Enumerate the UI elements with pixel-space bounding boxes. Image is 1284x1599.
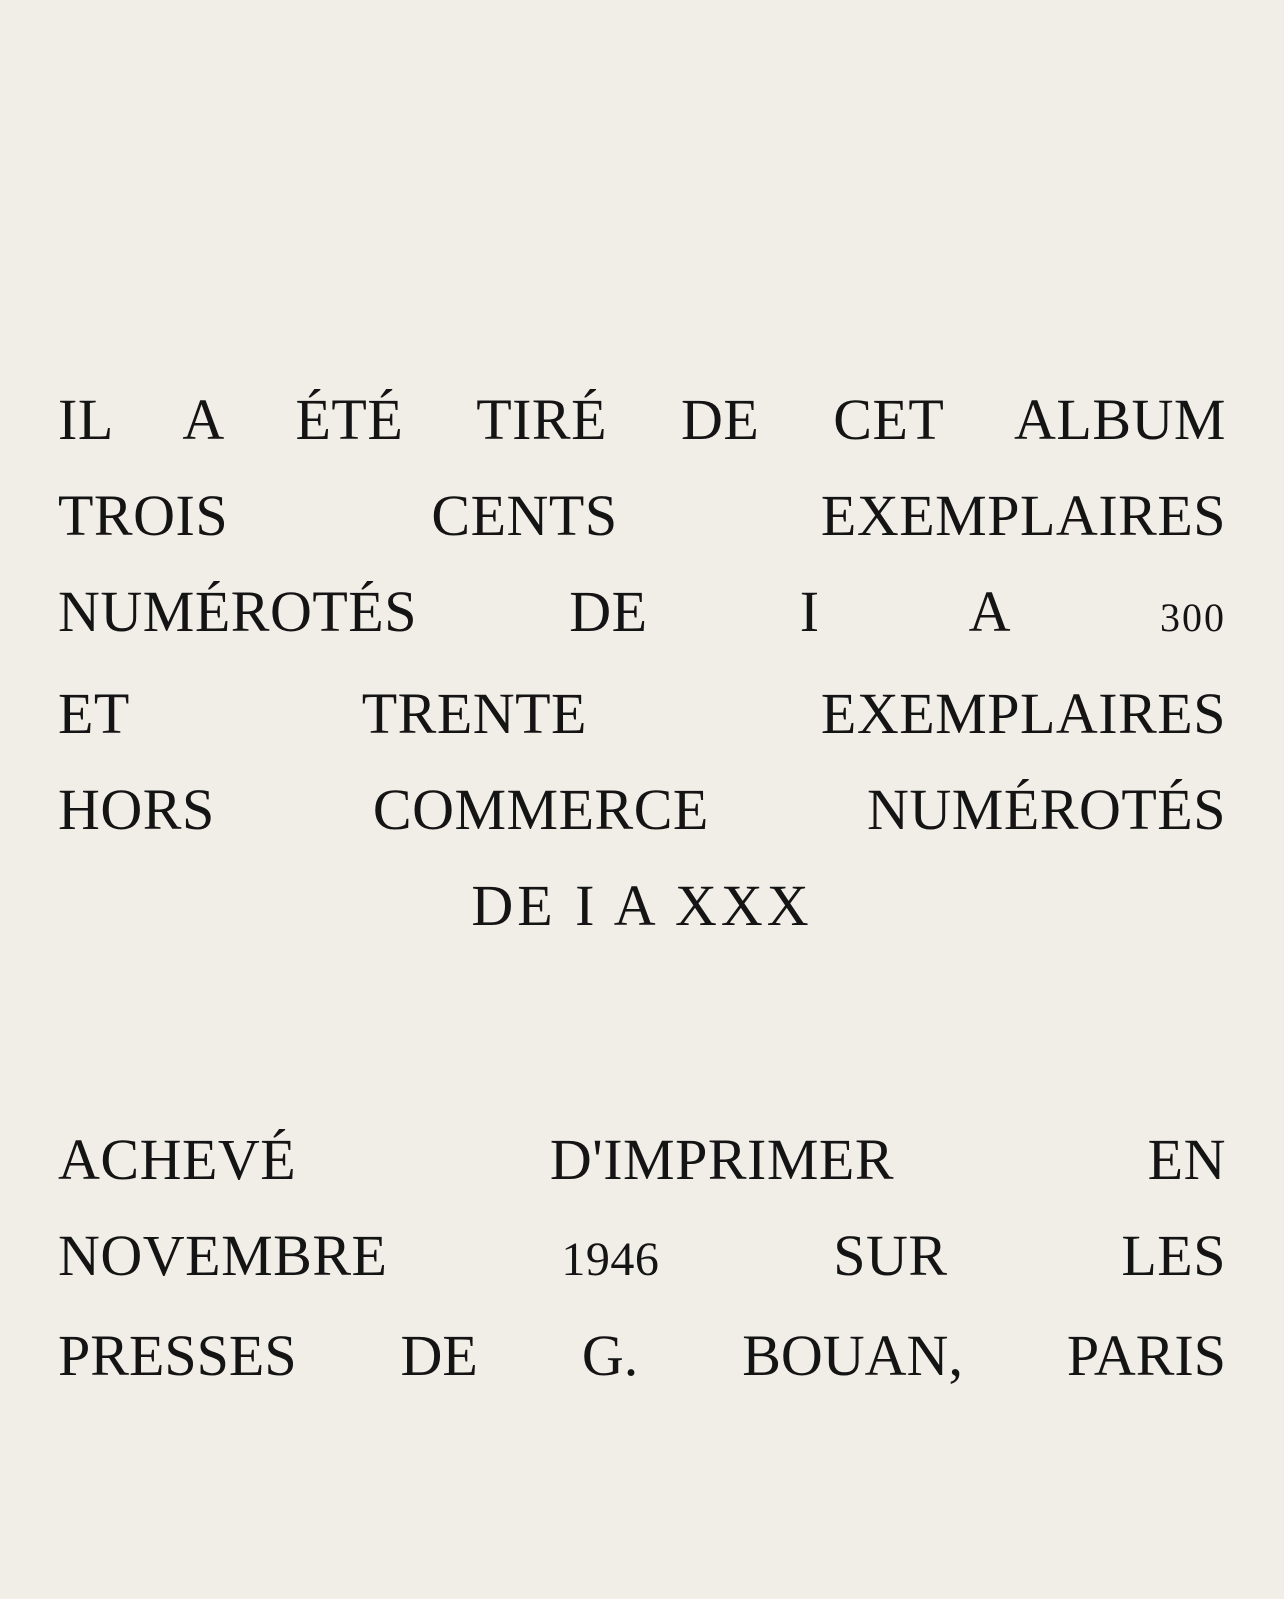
- imprint-month: NOVEMBRE: [58, 1223, 562, 1288]
- imprint-line-2: [58, 1208, 1226, 1308]
- imprint-year: 1946: [561, 1233, 660, 1286]
- imprint-line-2-suffix: SUR LES: [659, 1223, 1226, 1288]
- edition-line-1: IL A ÉTÉ TIRÉ DE CET ALBUM: [58, 387, 1226, 452]
- edition-line-4: ET TRENTE EXEMPLAIRES: [58, 681, 1226, 746]
- imprint-line-3: PRESSES DE G. BOUAN, PARIS: [58, 1323, 1226, 1388]
- edition-statement: [0, 372, 1284, 954]
- edition-line-2: TROIS CENTS EXEMPLAIRES: [58, 483, 1226, 548]
- edition-line-3-prefix: NUMÉROTÉS DE I A: [58, 579, 1160, 644]
- edition-line-3: [58, 564, 1226, 666]
- edition-line-5: HORS COMMERCE NUMÉROTÉS: [58, 777, 1226, 842]
- imprint-statement: [0, 1112, 1284, 1404]
- imprint-line-1: ACHEVÉ D'IMPRIMER EN: [58, 1127, 1226, 1192]
- edition-copy-count: 300: [1160, 595, 1226, 640]
- edition-line-6: DE I A XXX: [471, 873, 813, 938]
